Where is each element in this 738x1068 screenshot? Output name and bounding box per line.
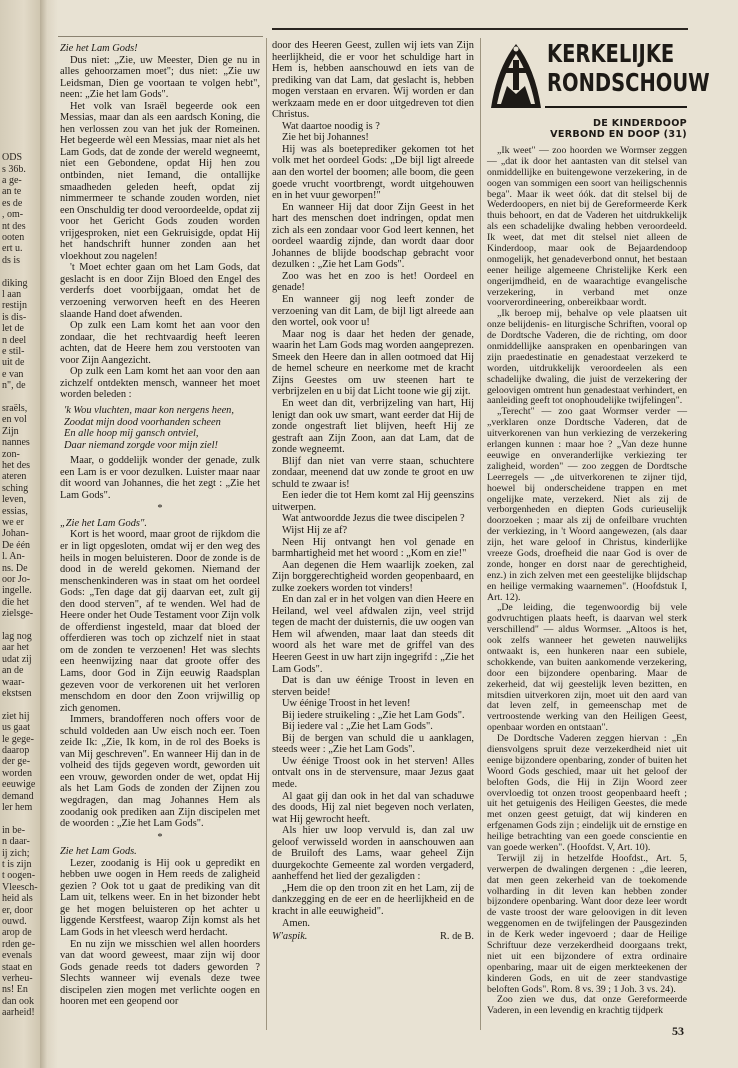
- paragraph: Een ieder die tot Hem komt zal Hij geenszins uitwerpen.: [272, 490, 474, 513]
- fold-text-fragment: l. An-: [2, 551, 25, 563]
- paragraph: „Ik weet" — zoo hoorden we Wormser zeggen — „dat ik door het aantasten van dit stelsel van onmiddellijke en buitengewone verzekering, in de oogen van sommigen een soort van heiligschennis bega". Maar ik weet óók. dat dit stelsel bij de Wederdoopers, en niet bij de Gereformeerde Kerk thuis behoort, en dat de Vaderen het uitdrukkelijk als een schadelijke dwaling hebben veroordeeld. Ik weet, dat met dit stelsel niet alleen de Kinderdoop, maar ook de Bejaardendoop onmogelijk, het genadeverbond onnut, het bestaan eener heilige algemeene Christelijke Kerk een ongerijmdheid, en de waarachtige evangelische verzekering, in verband met onze voorverordineering, onbereikbaar wordt.: [487, 145, 687, 309]
- fold-text-fragment: ler hem: [2, 802, 33, 813]
- fold-text-fragment: uit de: [2, 357, 25, 369]
- paragraph: Bij iedere struikeling : „Zie het Lam Gods".: [282, 709, 465, 721]
- fold-text-fragment: we er: [2, 517, 24, 528]
- fold-text-fragment: Vleesch-: [2, 881, 38, 893]
- fold-text-fragment: waar-: [2, 676, 25, 688]
- fold-text-fragment: ooten: [2, 232, 25, 243]
- fold-text-fragment: diking: [2, 277, 28, 289]
- fold-text-fragment: daarop: [2, 745, 30, 756]
- paragraph: Maar, o goddelijk wonder der genade, zulk een Lam is er voor dezulken. Luister maar naar dit woord van Johannes, die het zegt : „Zie het Lam Gods".: [60, 455, 260, 501]
- fold-text-fragment: ziet hij: [2, 710, 30, 722]
- paragraph: „Ik beroep mij, behalve op vele plaatsen uit onze belijdenis- en liturgische Schriften, vooral op de Dordtsche Vaderen, die de richting, om door onmiddellijke aanspraken en openbaringen van zijn praedestinatie en genadestaat verzekerd te worden, uitdrukkelijk veroordeelen als een schadelijke dwaling, die juist de verzekering der geloovigen omtrent hun genadestaat verhindert, en aanleiding geeft tot onophoudelijke twijfelingen".: [487, 308, 687, 407]
- fold-text-fragment: sching: [2, 482, 29, 494]
- section-title-2: VERBOND EN DOOP (31): [550, 129, 687, 140]
- fold-text-fragment: , om-: [2, 209, 24, 221]
- fold-text-fragment: aar het: [2, 642, 29, 654]
- paragraph: Uw éénige Troost in het leven!: [282, 698, 411, 710]
- fold-text-fragment: e stil-: [2, 346, 25, 357]
- binding-gutter: [40, 0, 58, 1068]
- paragraph: Kort is het woord, maar groot de rijkdom die er in ligt opgesloten, omdat wij er den weg des heils in mogen beluisteren. Door de zonde is de dood in de wereld gekomen. Niemand der menschenkinderen was in staat om het oordeel Gods: „Ten dage dat gij daarvan eet, zult gij den dood sterven", af te wenden. Wel had de Heere onder het Oude Testament voor Zijn volk de offerdienst ingesteld, maar dat bloed der offerdieren was toch op zichzelf niet in staat om de zonden te verzoenen! Het was slechts een heenwijzing naar dat groote offer des Lams, door God in Zijn eeuwig Raadsplan gezeven voor de verkorenen uit het verloren menschdom en door den Zoon vrijwillig op zich genomen.: [60, 529, 260, 714]
- paragraph: Wat antwoordde Jezus die twee discipelen ?: [282, 513, 465, 525]
- fold-text-fragment: udat zij: [2, 653, 32, 665]
- fold-text-fragment: heid als: [2, 893, 33, 905]
- fold-text-fragment: ouwd.: [2, 916, 27, 927]
- subheading: „Zie het Lam Gods".: [60, 517, 147, 529]
- paragraph: En dan zal er in het volgen van dien Heere en Heiland, wel veel afdwalen zijn, veel strijd tegen de macht der duisternis, die uw oogen van Hem wil afwenden, maar laat dan steeds dit woord als het ware met de griffel van des Heeren Geest in uw hart zijn ingegrifd : „Zie het Lam Gods".: [272, 594, 474, 675]
- fold-text-fragment: an te: [2, 186, 22, 198]
- fold-text-fragment: sraëls,: [2, 403, 28, 414]
- fold-text-fragment: Johan-: [2, 528, 29, 540]
- fold-text-fragment: essias,: [2, 505, 28, 517]
- fold-text-fragment: ij zich;: [2, 847, 30, 859]
- paragraph: Uw éénige Troost ook in het sterven! Alles ontvalt ons in de stervensure, maar Jezus gaat mede.: [272, 755, 474, 790]
- paragraph: door des Heeren Geest, zullen wij iets van Zijn heerlijkheid, die er voor het schuldige hart in Hem is, hebben aanschouwd en iets van de prediking van dat Lam, dat geslacht is, hebben mogen verstaan en ervaren. Wij worden er dan werkzaam mede en er door uitgedreven tot dien Christus.: [272, 40, 474, 121]
- column-1-article: [60, 40, 260, 1008]
- fold-text-fragment: lag nog: [2, 631, 32, 642]
- fold-text-fragment: der ge-: [2, 756, 31, 768]
- paragraph: Op zulk een Lam komt het aan voor den aan zichzelf ontdekten mensch, wanneer het moet worden beleden :: [60, 366, 260, 401]
- paragraph: En wanneer gij nog leeft zonder de verzoening van dit Lam, de bijl ligt alreede aan den wortel, ook voor u!: [272, 294, 474, 329]
- paragraph: Zie het bij Johannes!: [282, 132, 369, 144]
- poem-line: 'k Wou vluchten, maar kon nergens heen,: [64, 404, 234, 416]
- paragraph: Hij was als boeteprediker gekomen tot het volk met het oordeel Gods: „De bijl ligt alreede aan den wortel der boomen; alle boom, die geen goede vrucht voortbrengt, wordt uitgehouwen en in het vuur geworpen!": [272, 143, 474, 202]
- paragraph: En wanneer Hij dat door Zijn Geest in het hart des menschen doet indringen, opdat men zich als een zondaar voor God leert kennen, het oordeel waardig zijnde, dan wordt daar door Johannes de blijde boodschap gebracht voor dezulken : „Zie het Lam Gods".: [272, 201, 474, 271]
- masthead: [487, 38, 710, 114]
- fold-text-fragment: a ge-: [2, 175, 22, 186]
- paragraph: Maar nog is daar het heden der genade, waarin het Lam Gods mag worden aangeprezen. Smeek den Heere dan in allen ootmoed dat Hij de hemel scheure en neerkome met de kracht Zijns Geestes om uw steenen hart te verbrijzelen en u bij dat Licht toone wie gij zijt.: [272, 328, 474, 398]
- fold-text-fragment: n daar-: [2, 836, 30, 848]
- paragraph: Lezer, zoodanig is Hij ook u gepredikt en hebben uwe oogen in Hem reeds de zaligheid gezien ? Ook tot u gaat de prediking van dit Lam uit, telkens weer. En in het bizonder hebt ge het mogen beluisteren op het achter u liggende Kerstfeest, waarop Zijn komst als het Lam Gods in het vleesch werd herdacht.: [60, 857, 260, 939]
- masthead-underline: [545, 106, 687, 108]
- poem-verse: [64, 405, 260, 451]
- fold-text-fragment: het des: [2, 460, 31, 471]
- signature-author: R. de B.: [439, 931, 474, 943]
- paragraph: „Hem die op den troon zit en het Lam, zij de dankzegging en de eer en de heerlijkheid en de kracht in alle eeuwigheid".: [272, 882, 474, 918]
- signature-place: W'aspik.: [272, 931, 308, 943]
- fold-text-fragment: s 36b.: [2, 163, 26, 175]
- fold-text-fragment: worden: [2, 767, 32, 779]
- masthead-line-1: KERKELIJKE: [547, 39, 675, 68]
- fold-text-fragment: nannes: [2, 437, 30, 449]
- fold-text-fragment: arop de: [2, 927, 32, 939]
- fold-text-fragment: ekstsen: [2, 688, 32, 699]
- fold-text-fragment: ingelle.: [2, 585, 32, 597]
- paragraph: Aan degenen die Hem waarlijk zoeken, zal Zijn borggerechtigheid worden geopenbaard, en zulke zoekers worden tot vinders!: [272, 559, 474, 594]
- paragraph: Terwijl zij in hetzelfde Hoofdst., Art. 5, verwerpen de dwalingen dergenen : „die leeren, dat men geen zekerheid van de toekomende volharding in dit leven kan hebben zonder bijzondere openbaring. Want door deze leer wordt de vaste troost der ware geloovigen in dit leven weggenomen en de twijfelingen der Pausgezinden in de Kerk weder ingevoerd ; daar de Heilige Schriftuur deze verzekerdheid doorgaans trekt, niet uit een bijzondere of extra ordinaire openbaring, maar uit de eigen merkteekenen der kinderen Gods, en uit de zeer standvastige beloften Gods". Rom. 8 vs. 39 ; 1 Joh. 3 vs. 24).: [487, 852, 687, 995]
- paragraph: Dus niet: „Zie, uw Meester, Dien ge nu in alles gehoorzamen moet"; dus niet: „Zie uw Leidsman, Dien ge voortaan te volgen hebt", neen: „Zie het lam Gods".: [60, 54, 260, 101]
- fold-text-fragment: nt des: [2, 220, 26, 232]
- poem-line: Zoodat mijn dood voorhanden scheen: [64, 416, 221, 428]
- fold-text-fragment: t oogen-: [2, 870, 36, 882]
- poem-line: Daar niemand zorgde voor mijn ziel!: [64, 439, 219, 451]
- fold-text-fragment: aarheid!: [2, 1007, 35, 1019]
- fold-text-fragment: ert u.: [2, 243, 23, 255]
- fold-text-fragment: rden ge-: [2, 938, 36, 950]
- fold-text-fragment: zon-: [2, 448, 20, 460]
- top-rule-right: [272, 28, 688, 30]
- fold-text-fragment: staat en: [2, 961, 33, 973]
- paragraph: Wijst Hij ze af?: [282, 524, 348, 536]
- fold-text-fragment: ODS: [2, 152, 23, 164]
- fold-text-fragment: ateren: [2, 471, 27, 483]
- fold-text-fragment: restijn: [2, 300, 27, 312]
- page-number: 53: [672, 1024, 684, 1038]
- fold-text-fragment: n deel: [2, 334, 27, 346]
- section-separator: *: [157, 503, 163, 515]
- top-rule-left: [58, 36, 263, 37]
- fold-text-fragment: in be-: [2, 824, 26, 836]
- paragraph: „Terecht" — zoo gaat Wormser verder — „verklaren onze Dordtsche Vaderen, dat de uitverkorenen van hun verkiezing de verzekering erlangen kunnen : maar hoe ? „Van deze hunne eeuwige en onveranderlijke verkiezing ter zaligheid, worden" — zoo zeggen de Dordtsche Leerregels — „de uitverkorenen te zijner tijd, hoewel bij onderscheidene trappen en met ongelijke mate, verzekerd. Niet als zij de verborgenheden en diepten Gods curieuselijk doorzoeken ; maar als zij de onfeilbare vruchten der verkiezing, in 't Woord aangewezen, (als daar zijn, het ware geloof in Christus, kinderlijke vreeze Gods, droefheid die naar God is over de zonde, honger en dorst naar de gerechtigheid, enz.) in zich zelven met een geestelijke blijdschap en heilige vermaking waarnemen". (Hoofdstuk I, Art. 12).: [487, 406, 687, 603]
- fold-text-fragment: eeuwige: [2, 779, 36, 791]
- fold-text-fragment: n", de: [2, 380, 26, 392]
- subheading: Zie het Lam Gods!: [60, 43, 138, 54]
- paragraph: Op zulk een Lam komt het aan voor den zondaar, die het rechtvaardig heeft leeren achten, dat de Heere hem zou verstooten van voor Zijn Aangezicht.: [60, 320, 260, 366]
- fold-text-fragment: l aan: [2, 289, 22, 300]
- masthead-line-2: RONDSCHOUW: [547, 68, 710, 97]
- fold-text-fragment: ns! En: [2, 984, 28, 996]
- paragraph: Wat daartoe noodig is ?: [282, 120, 380, 132]
- column-2-article: [272, 40, 474, 943]
- fold-text-fragment: zielsge-: [2, 608, 34, 620]
- paragraph: Bij de bergen van schuld die u aanklagen, steeds weer : „Zie het Lam Gods".: [272, 732, 474, 756]
- previous-page-fold: [0, 0, 40, 1068]
- fold-text-fragment: ds is: [2, 254, 21, 266]
- paragraph: Dat is dan uw éénige Troost in leven en sterven beide!: [272, 675, 474, 698]
- paragraph: Het volk van Israël begeerde ook een Messias, maar dan als een aardsch Koning, die hen verlossen zou van het juk der Romeinen. Het begeerde wèl een Messias, maar niet als het Lam Gods, dat de zonde der wereld wegneemt, niet een Gebondene, opdat Hij hen zou ontbinden, niet Iemand, die ontallijke smaadheden geleden heeft, opdat zij nimmermeer te schande zouden worden, niet een Onschuldig ter dood veroordeelde, opdat zij voor het Gericht Gods zouden worden vrijgesproken, niet een Gekruisigde, opdat Hij het handschrift hunner zonden aan het vloekhout zou nagelen!: [60, 100, 260, 262]
- fold-text-fragment: evenals: [2, 950, 32, 962]
- fold-text-fragment: er, door: [2, 904, 33, 916]
- column-divider-1: [266, 38, 267, 1030]
- section-title-1: DE KINDERDOOP: [592, 118, 687, 129]
- fold-text-fragment: t is zijn: [2, 859, 32, 870]
- paragraph: De Dordtsche Vaderen zeggen hiervan : „En diensvolgens spruit deze verzekerdheid niet uit eenige bijzondere openbaring, zonder of buiten het Woord Gods geschied, maar uit het geloof der beloften Gods, die Hij in Zijn Woord zeer overvloedig tot onzen troost geopenbaard heeft ; uit het getuigenis des Heiligen Geestes, die mede met onzen geest getuigt, dat wij kinderen en erfgenamen Gods zijn ; eindelijk uit de ernstige en heilige betrachting van een goede conscientie en van goede werken". (Hoofdst. V, Art. 10).: [487, 733, 687, 853]
- fold-text-fragment: leven,: [2, 494, 27, 506]
- church-emblem-icon: [487, 38, 545, 112]
- paragraph: En weet dan dit, verbrijzeling van hart, Hij lenigt dan ook uw smart, want eerder dat Hij de zonde ongestraft liet blijven, heeft Hij ze gestraft aan Zijn Zoon, aan dat Lam, dat de zonde wegneemt.: [272, 397, 474, 456]
- fold-text-fragment: De één: [2, 539, 31, 551]
- paragraph: „De leiding, die tegenwoordig bij vele godvruchtigen plaats heeft, is daarvan wel sterk verschillend" — aldus Wormser. „Altoos is het, ook zelfs wanneer het geweten nauwelijks ontwaakt is, een hunkeren naar een subiele, schokkende, van buiten aankomende verzekering, door een bijzondere openbaring. Maar de zekerheid, dat wij geestelijk leven bezitten, en mitsdien uitverkoren zijn, moet uit den aard van dat leven zelf, in gemeenschap met de vertroostende werking van den Heiligen Geest, openbaar worden en ontstaan".: [487, 602, 687, 734]
- section-heading: [497, 118, 687, 140]
- paragraph: Al gaat gij dan ook in het dal van schaduwe des doods, Hij zal niet begeven noch verlaten, wat Hij gewrocht heeft.: [272, 790, 474, 825]
- paragraph: Bij iedere val : „Zie het Lam Gods".: [282, 721, 433, 733]
- fold-text-fragment: le gege-: [2, 733, 34, 745]
- masthead-title: [547, 40, 738, 98]
- paragraph: Blijf dan niet van verre staan, schuchtere zondaar, meenend dat uw zonde te groot en uw schuld te zwaar is!: [272, 455, 474, 490]
- fold-text-fragment: an de: [2, 665, 24, 677]
- paragraph: 't Moet echter gaan om het Lam Gods, dat geslacht is en door Zijn Bloed den Engel des verderfs doet voorbijgaan, omdat het de verzoening verworven heeft en des Heeren slaande Hand doet afwenden.: [60, 262, 260, 320]
- paragraph: Zoo was het en zoo is het! Oordeel en genade!: [272, 270, 474, 294]
- fold-text-fragment: dan ook: [2, 995, 34, 1007]
- fold-text-fragment: us gaat: [2, 722, 31, 734]
- paragraph: En nu zijn we misschien wel allen hoorders van dat woord geweest, maar zijn wij door Gods genade reeds tot daders geworden ? Slechts wanneer wij evenals deze twee discipelen zien mogen met verlichte oogen en hooren met een geopend oor: [60, 938, 260, 1008]
- paragraph: Als hier uw loop vervuld is, dan zal uw geloof verwisseld worden in aanschouwen aan de Bruiloft des Lams, waar geheel Zijn duurgekochte Gemeente zal worden vergaderd, aanheffend het lied der gezaligden :: [272, 825, 474, 883]
- fold-text-fragment: die het: [2, 596, 29, 608]
- column-3-article: [487, 146, 687, 1017]
- paragraph: Neen Hij ontvangt hen vol genade en barmhartigheid met het woord : „Kom en zie!": [272, 536, 474, 560]
- signature-line: [272, 931, 474, 943]
- paragraph: Immers, brandofferen noch offers voor de schuld voldeden aan Uw eisch noch eer. Toen zeide Ik: „Zie, Ik kom, in de rol des Boeks is van Mij geschreven". En wanneer Hij dan in de volheid des tijds gegeven wordt, geworden uit een vrouw, geworden onder de wet, opdat Hij als het Lam Gods de zonden der Zijnen zou wegdragen, dan mag Johannes Hem als zoodanig ook prediken aan Zijn discipelen met de woorden : „Zie het Lam Gods".: [60, 714, 260, 830]
- fold-text-fragment: e van: [2, 368, 24, 380]
- paragraph: Zoo zien we dus, dat onze Gereformeerde Vaderen, in een levendig en krachtig tijdperk: [487, 994, 687, 1017]
- fold-text-fragment: let de: [2, 323, 24, 335]
- fold-text-fragment: Zijn: [2, 425, 19, 437]
- column-divider-2: [480, 38, 481, 1030]
- fold-text-fragment: verheu-: [2, 973, 33, 984]
- poem-line: En alle hoop mij gansch ontviel,: [64, 428, 199, 440]
- fold-text-fragment: oor Jo-: [2, 574, 31, 585]
- fold-text-fragment: en vol: [2, 414, 27, 426]
- paragraph: Amen.: [282, 917, 310, 929]
- fold-text-fragment: ns. De: [2, 562, 28, 574]
- fold-text-fragment: is dis-: [2, 311, 27, 323]
- subheading: Zie het Lam Gods.: [60, 846, 137, 858]
- fold-text-fragment: es de: [2, 197, 23, 209]
- section-separator: *: [157, 831, 163, 843]
- fold-text-fragment: demand: [2, 790, 34, 802]
